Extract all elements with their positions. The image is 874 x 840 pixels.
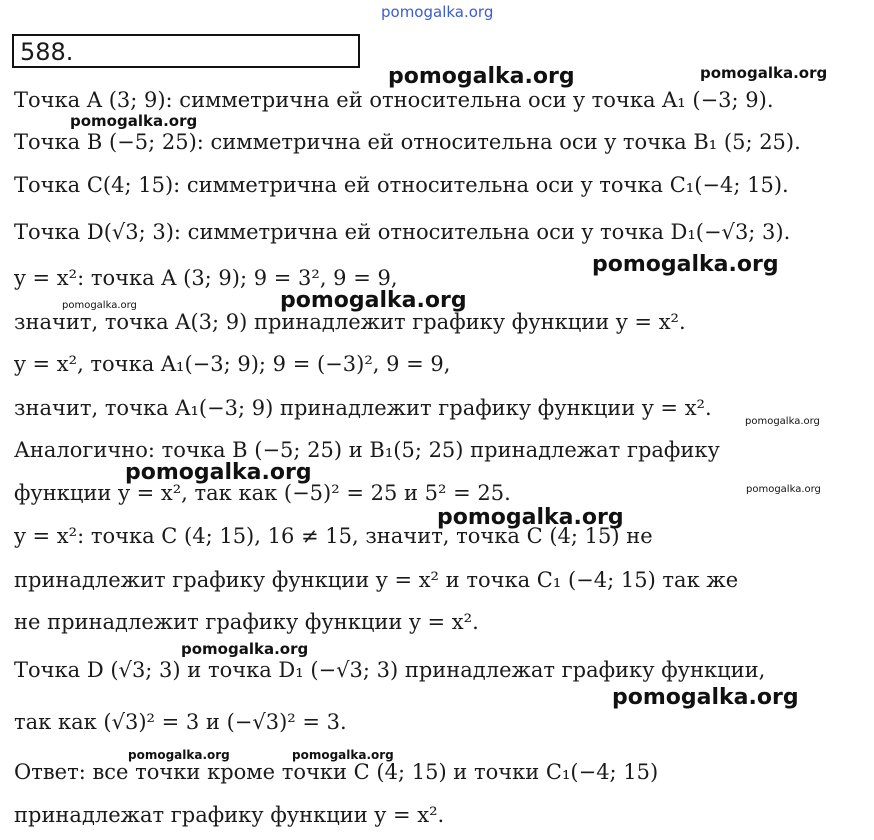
- watermark: pomogalka.org: [181, 640, 309, 658]
- watermark: pomogalka.org: [612, 685, 799, 710]
- text-line-13: не принадлежит графику функции y = x².: [14, 610, 479, 634]
- watermark: pomogalka.org: [280, 288, 467, 313]
- text-line-15: так как (√3)² = 3 и (−√3)² = 3.: [14, 710, 347, 734]
- text-line-3: Точка C(4; 15): симметрична ей относительна оси y точка C₁(−4; 15).: [14, 173, 789, 197]
- watermark: pomogalka.org: [70, 112, 198, 130]
- watermark: pomogalka.org: [292, 748, 394, 762]
- text-line-7: y = x², точка A₁(−3; 9); 9 = (−3)², 9 = 9,: [14, 352, 451, 376]
- watermark: pomogalka.org: [128, 748, 230, 762]
- problem-number-box: [12, 34, 360, 68]
- text-line-2: Точка B (−5; 25): симметрична ей относительна оси y точка B₁ (5; 25).: [14, 130, 801, 154]
- watermark: pomogalka.org: [700, 64, 828, 82]
- watermark-top: pomogalka.org: [381, 3, 494, 21]
- text-line-6: значит, точка A(3; 9) принадлежит графику функции y = x².: [14, 310, 686, 334]
- watermark: pomogalka.org: [745, 416, 820, 427]
- watermark: pomogalka.org: [62, 300, 137, 311]
- watermark: pomogalka.org: [437, 505, 624, 530]
- text-line-17: принадлежат графику функции y = x².: [14, 803, 445, 827]
- text-line-1: Точка A (3; 9): симметрична ей относительна оси y точка A₁ (−3; 9).: [14, 88, 774, 112]
- text-line-10: функции y = x², так как (−5)² = 25 и 5² = 25.: [14, 481, 511, 505]
- text-line-5: y = x²: точка A (3; 9); 9 = 3², 9 = 9,: [14, 266, 398, 290]
- text-line-12: принадлежит графику функции y = x² и точка C₁ (−4; 15) так же: [14, 568, 739, 592]
- text-line-4: Точка D(√3; 3): симметрична ей относительна оси y точка D₁(−√3; 3).: [14, 220, 791, 244]
- watermark: pomogalka.org: [125, 460, 312, 485]
- text-line-11: y = x²: точка C (4; 15), 16 ≠ 15, значит, точка C (4; 15) не: [14, 524, 653, 548]
- watermark: pomogalka.org: [592, 252, 779, 277]
- watermark: pomogalka.org: [746, 484, 821, 495]
- watermark: pomogalka.org: [388, 64, 575, 89]
- text-line-16: Ответ: все точки кроме точки C (4; 15) и точки C₁(−4; 15): [14, 760, 659, 784]
- text-line-9: Аналогично: точка B (−5; 25) и B₁(5; 25) принадлежат графику: [14, 438, 720, 462]
- text-line-8: значит, точка A₁(−3; 9) принадлежит графику функции y = x².: [14, 396, 712, 420]
- text-line-14: Точка D (√3; 3) и точка D₁ (−√3; 3) принадлежат графику функции,: [14, 658, 766, 682]
- problem-number: 588.: [20, 38, 74, 66]
